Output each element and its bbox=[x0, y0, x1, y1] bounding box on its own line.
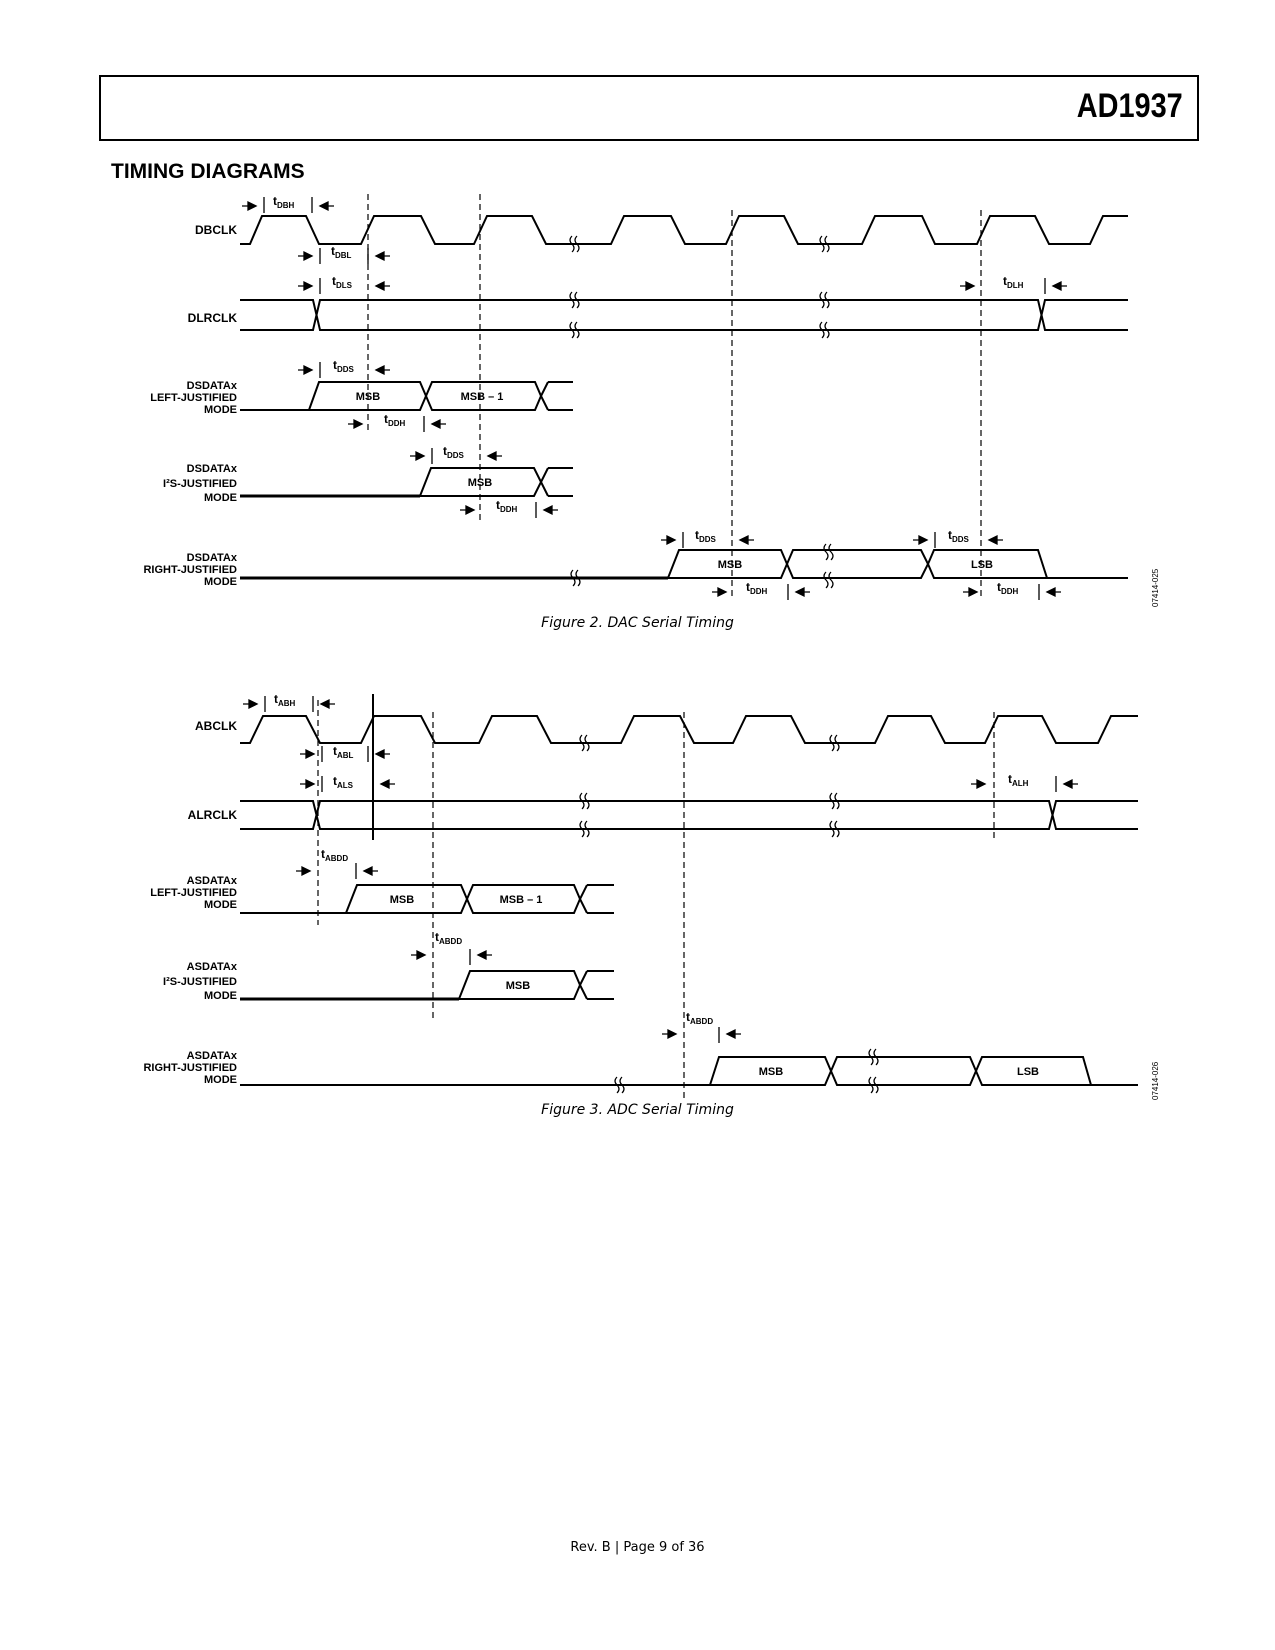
right-lsb-text: LSB bbox=[1017, 1066, 1039, 1078]
t-abdd-label: $t_{ABDD}$ bbox=[321, 847, 349, 863]
figure-3-id: 07414-026 bbox=[1151, 1061, 1160, 1100]
t-dlh-label: $t_{DLH}$ bbox=[1003, 274, 1024, 290]
dbclk-label: DBCLK bbox=[195, 223, 237, 237]
t-ddh-sub: DDH bbox=[750, 587, 768, 596]
label-line: MODE bbox=[204, 1074, 237, 1086]
timing-arrows bbox=[243, 696, 1078, 1043]
label-line: RIGHT-JUSTIFIED bbox=[143, 1062, 237, 1074]
break-marks bbox=[580, 735, 878, 1093]
abclk-label: ABCLK bbox=[195, 719, 237, 733]
part-number: AD1937 bbox=[1076, 87, 1183, 125]
right-msb-text: MSB bbox=[758, 1066, 784, 1078]
t-ddh-label: $t_{DDH}$ bbox=[496, 498, 518, 514]
t-dds-sub: DDS bbox=[952, 535, 969, 544]
label-line: I²S-JUSTIFIED bbox=[163, 478, 237, 490]
t-dds-sub: DDS bbox=[699, 535, 716, 544]
right-msb-text: MSB bbox=[717, 559, 743, 571]
section-title: TIMING DIAGRAMS bbox=[111, 160, 305, 183]
label-line: MODE bbox=[204, 404, 237, 416]
t-abh-label: $t_{ABH}$ bbox=[274, 692, 296, 708]
asdata-left-label bbox=[150, 875, 238, 911]
t-alh-label: $t_{ALH}$ bbox=[1008, 772, 1029, 788]
left-tail-bit bbox=[580, 885, 587, 913]
t-ddh-label: $t_{DDH}$ bbox=[997, 580, 1019, 596]
t-alh-sub: ALH bbox=[1012, 779, 1029, 788]
alrclk-low-line bbox=[240, 801, 1138, 829]
t-ddh-label: $t_{DDH}$ bbox=[384, 412, 406, 428]
figure-3-caption: Figure 3. ADC Serial Timing bbox=[541, 1102, 734, 1118]
right-mid-bit bbox=[831, 1057, 976, 1085]
figure-2-id: 07414-025 bbox=[1151, 568, 1160, 607]
asdata-right-label bbox=[143, 1050, 237, 1086]
label-line: ASDATAx bbox=[186, 1050, 237, 1062]
left-msb1-text: MSB – 1 bbox=[499, 894, 543, 906]
t-dlh-sub: DLH bbox=[1007, 281, 1024, 290]
t-abdd-label: $t_{ABDD}$ bbox=[435, 930, 463, 946]
t-ddh-label: $t_{DDH}$ bbox=[746, 580, 768, 596]
t-dds-label: $t_{DDS}$ bbox=[948, 528, 969, 544]
dlrclk-label: DLRCLK bbox=[187, 311, 237, 325]
t-abdd-label: $t_{ABDD}$ bbox=[686, 1010, 714, 1026]
label-line: MODE bbox=[204, 492, 237, 504]
asdata-i2s-label bbox=[163, 961, 238, 1002]
t-dds-label: $t_{DDS}$ bbox=[333, 358, 354, 374]
t-dls-sub: DLS bbox=[336, 281, 352, 290]
page-footer: Rev. B | Page 9 of 36 bbox=[570, 1540, 705, 1555]
t-ddh-sub: DDH bbox=[1001, 587, 1019, 596]
label-line: MODE bbox=[204, 990, 237, 1002]
figure-2-caption: Figure 2. DAC Serial Timing bbox=[541, 615, 734, 631]
t-dbl-sub: DBL bbox=[335, 251, 352, 260]
i2s-msb-text: MSB bbox=[467, 477, 493, 489]
label-line: ASDATAx bbox=[186, 961, 237, 973]
abclk-waveform bbox=[240, 716, 1138, 743]
t-dds-label: $t_{DDS}$ bbox=[443, 444, 464, 460]
label-line: MODE bbox=[204, 576, 237, 588]
label-line: LEFT-JUSTIFIED bbox=[150, 392, 237, 404]
t-abdd-sub: ABDD bbox=[690, 1017, 714, 1026]
label-line: I²S-JUSTIFIED bbox=[163, 976, 237, 988]
t-abdd-sub: ABDD bbox=[325, 854, 349, 863]
t-abl-label: $t_{ABL}$ bbox=[333, 744, 354, 760]
right-lsb-text: LSB bbox=[971, 559, 993, 571]
i2s-tail-bit bbox=[580, 971, 587, 999]
t-abdd-sub: ABDD bbox=[439, 937, 463, 946]
t-abl-sub: ABL bbox=[337, 751, 354, 760]
t-dds-sub: DDS bbox=[337, 365, 354, 374]
t-ddh-sub: DDH bbox=[500, 505, 518, 514]
alrclk-high-line bbox=[240, 801, 1138, 829]
t-ddh-sub: DDH bbox=[388, 419, 406, 428]
label-line: ASDATAx bbox=[186, 875, 237, 887]
label-line: MODE bbox=[204, 899, 237, 911]
t-dbh-sub: DBH bbox=[277, 201, 295, 210]
t-dds-label: $t_{DDS}$ bbox=[695, 528, 716, 544]
t-dds-sub: DDS bbox=[447, 451, 464, 460]
t-dbh-label: $t_{DBH}$ bbox=[273, 194, 295, 210]
alrclk-label: ALRCLK bbox=[187, 808, 237, 822]
left-msb-text: MSB bbox=[355, 391, 381, 403]
label-line: DSDATAx bbox=[186, 463, 237, 475]
label-line: RIGHT-JUSTIFIED bbox=[143, 564, 237, 576]
label-line: DSDATAx bbox=[186, 552, 237, 564]
t-abh-sub: ABH bbox=[278, 699, 296, 708]
label-line: DSDATAx bbox=[186, 380, 237, 392]
t-dls-label: $t_{DLS}$ bbox=[332, 274, 352, 290]
t-als-sub: ALS bbox=[337, 781, 353, 790]
left-msb-text: MSB bbox=[389, 894, 415, 906]
t-dbl-label: $t_{DBL}$ bbox=[331, 244, 352, 260]
left-msb1-text: MSB – 1 bbox=[460, 391, 504, 403]
i2s-msb-text: MSB bbox=[505, 980, 531, 992]
t-als-label: $t_{ALS}$ bbox=[333, 774, 353, 790]
label-line: LEFT-JUSTIFIED bbox=[150, 887, 237, 899]
